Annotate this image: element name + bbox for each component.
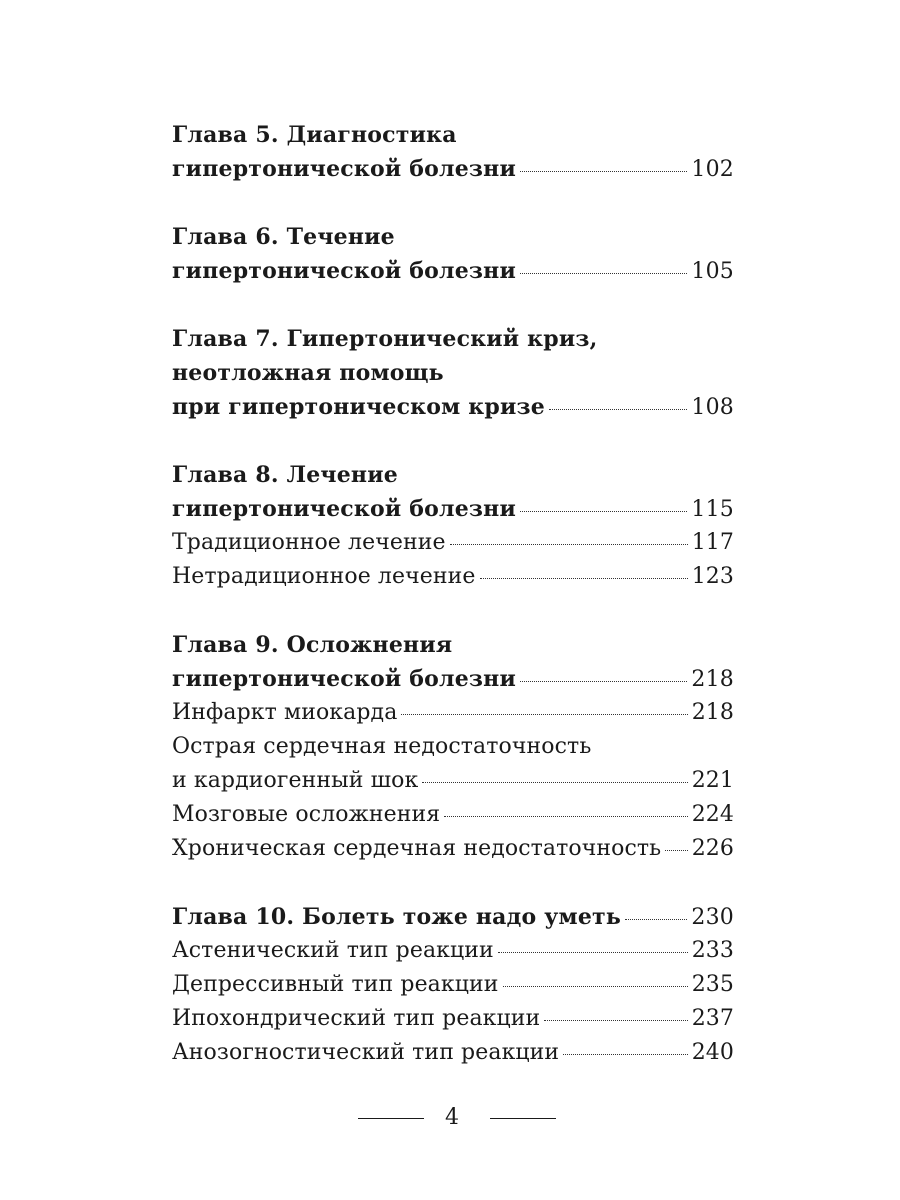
dot-leader [520,509,687,512]
toc-entry-continued [172,730,734,764]
dot-leader [625,917,687,920]
toc-page-number: 224 [691,802,734,827]
toc-entry-title: Мозговые осложнения [172,802,441,827]
toc-entry [172,1002,734,1036]
toc-entry-title: и кардиогенный шок [172,768,419,793]
toc-entry [172,492,734,526]
dot-leader [498,950,688,953]
toc-entry [172,764,734,798]
toc-entry-title: Глава 6. Течение [172,224,395,250]
toc-page-number: 115 [691,497,734,522]
toc-entry-title: Анозогностический тип реакции [172,1040,560,1065]
toc-entry-title: гипертонической болезни [172,666,516,692]
toc-entry-continued [172,220,734,254]
toc-entry [172,662,734,696]
dot-leader [665,848,687,851]
toc-page-number: 235 [691,972,734,997]
toc-page-number: 108 [691,395,734,420]
toc-entry-title: Депрессивный тип реакции [172,972,499,997]
toc-entry [172,934,734,968]
toc-entry [172,832,734,866]
dot-leader [520,169,687,172]
toc-page-number: 218 [691,700,734,725]
toc-page-number: 117 [691,530,734,555]
toc-entry-title: неотложная помощь [172,360,444,386]
toc-page-number: 102 [691,157,734,182]
dot-leader [450,542,688,545]
toc-entry-title: Глава 9. Осложнения [172,632,453,658]
dot-leader [401,712,687,715]
toc-entry-continued [172,356,734,390]
dot-leader [422,780,687,783]
footer-rule-right [490,1118,556,1119]
toc-page-number: 230 [691,905,734,930]
dot-leader [444,814,687,817]
toc-entry [172,968,734,1002]
dot-leader [480,576,688,579]
toc-entry-title: Острая сердечная недостаточность [172,734,592,759]
toc-entry-title: Инфаркт миокарда [172,700,398,725]
toc-page-number: 240 [691,1040,734,1065]
toc-entry [172,1036,734,1070]
dot-leader [503,984,688,987]
toc-page-number: 226 [691,836,734,861]
toc-entry-continued [172,118,734,152]
toc-entry [172,390,734,424]
dot-leader [563,1052,688,1055]
toc-page-number: 233 [691,938,734,963]
toc-entry-title: Астенический тип реакции [172,938,494,963]
toc-entry [172,254,734,288]
page-footer [0,1100,900,1136]
toc-entry [172,526,734,560]
toc-entry-title: Хроническая сердечная недостаточность [172,836,662,861]
page-number: 4 [445,1105,459,1130]
toc-page-number: 123 [691,564,734,589]
toc-entry [172,560,734,594]
dot-leader [520,271,687,274]
toc-entry-title: гипертонической болезни [172,258,516,284]
dot-leader [544,1018,687,1021]
toc-entry [172,152,734,186]
toc-page-number: 221 [691,768,734,793]
toc-entry [172,900,734,934]
toc-entry-title: Глава 5. Диагностика [172,122,457,148]
toc-entry-title: гипертонической болезни [172,156,516,182]
toc-page-number: 218 [691,667,734,692]
toc-entry [172,798,734,832]
toc-entry-title: Глава 8. Лечение [172,462,398,488]
toc-entry-title: Глава 10. Болеть тоже надо уметь [172,904,621,930]
dot-leader [520,679,687,682]
toc-entry-title: Нетрадиционное лечение [172,564,476,589]
toc-entry-continued [172,628,734,662]
toc-entry-title: гипертонической болезни [172,496,516,522]
toc-entry [172,696,734,730]
toc-entry-title: Традиционное лечение [172,530,446,555]
toc-entry-continued [172,458,734,492]
footer-rule-left [358,1118,424,1119]
toc-page-number: 105 [691,259,734,284]
dot-leader [549,407,687,410]
toc-entry-continued [172,322,734,356]
toc-entry-title: Ипохондрический тип реакции [172,1006,541,1031]
toc-entry-title: Глава 7. Гипертонический криз, [172,326,598,352]
toc-page-number: 237 [691,1006,734,1031]
toc-entry-title: при гипертоническом кризе [172,394,545,420]
